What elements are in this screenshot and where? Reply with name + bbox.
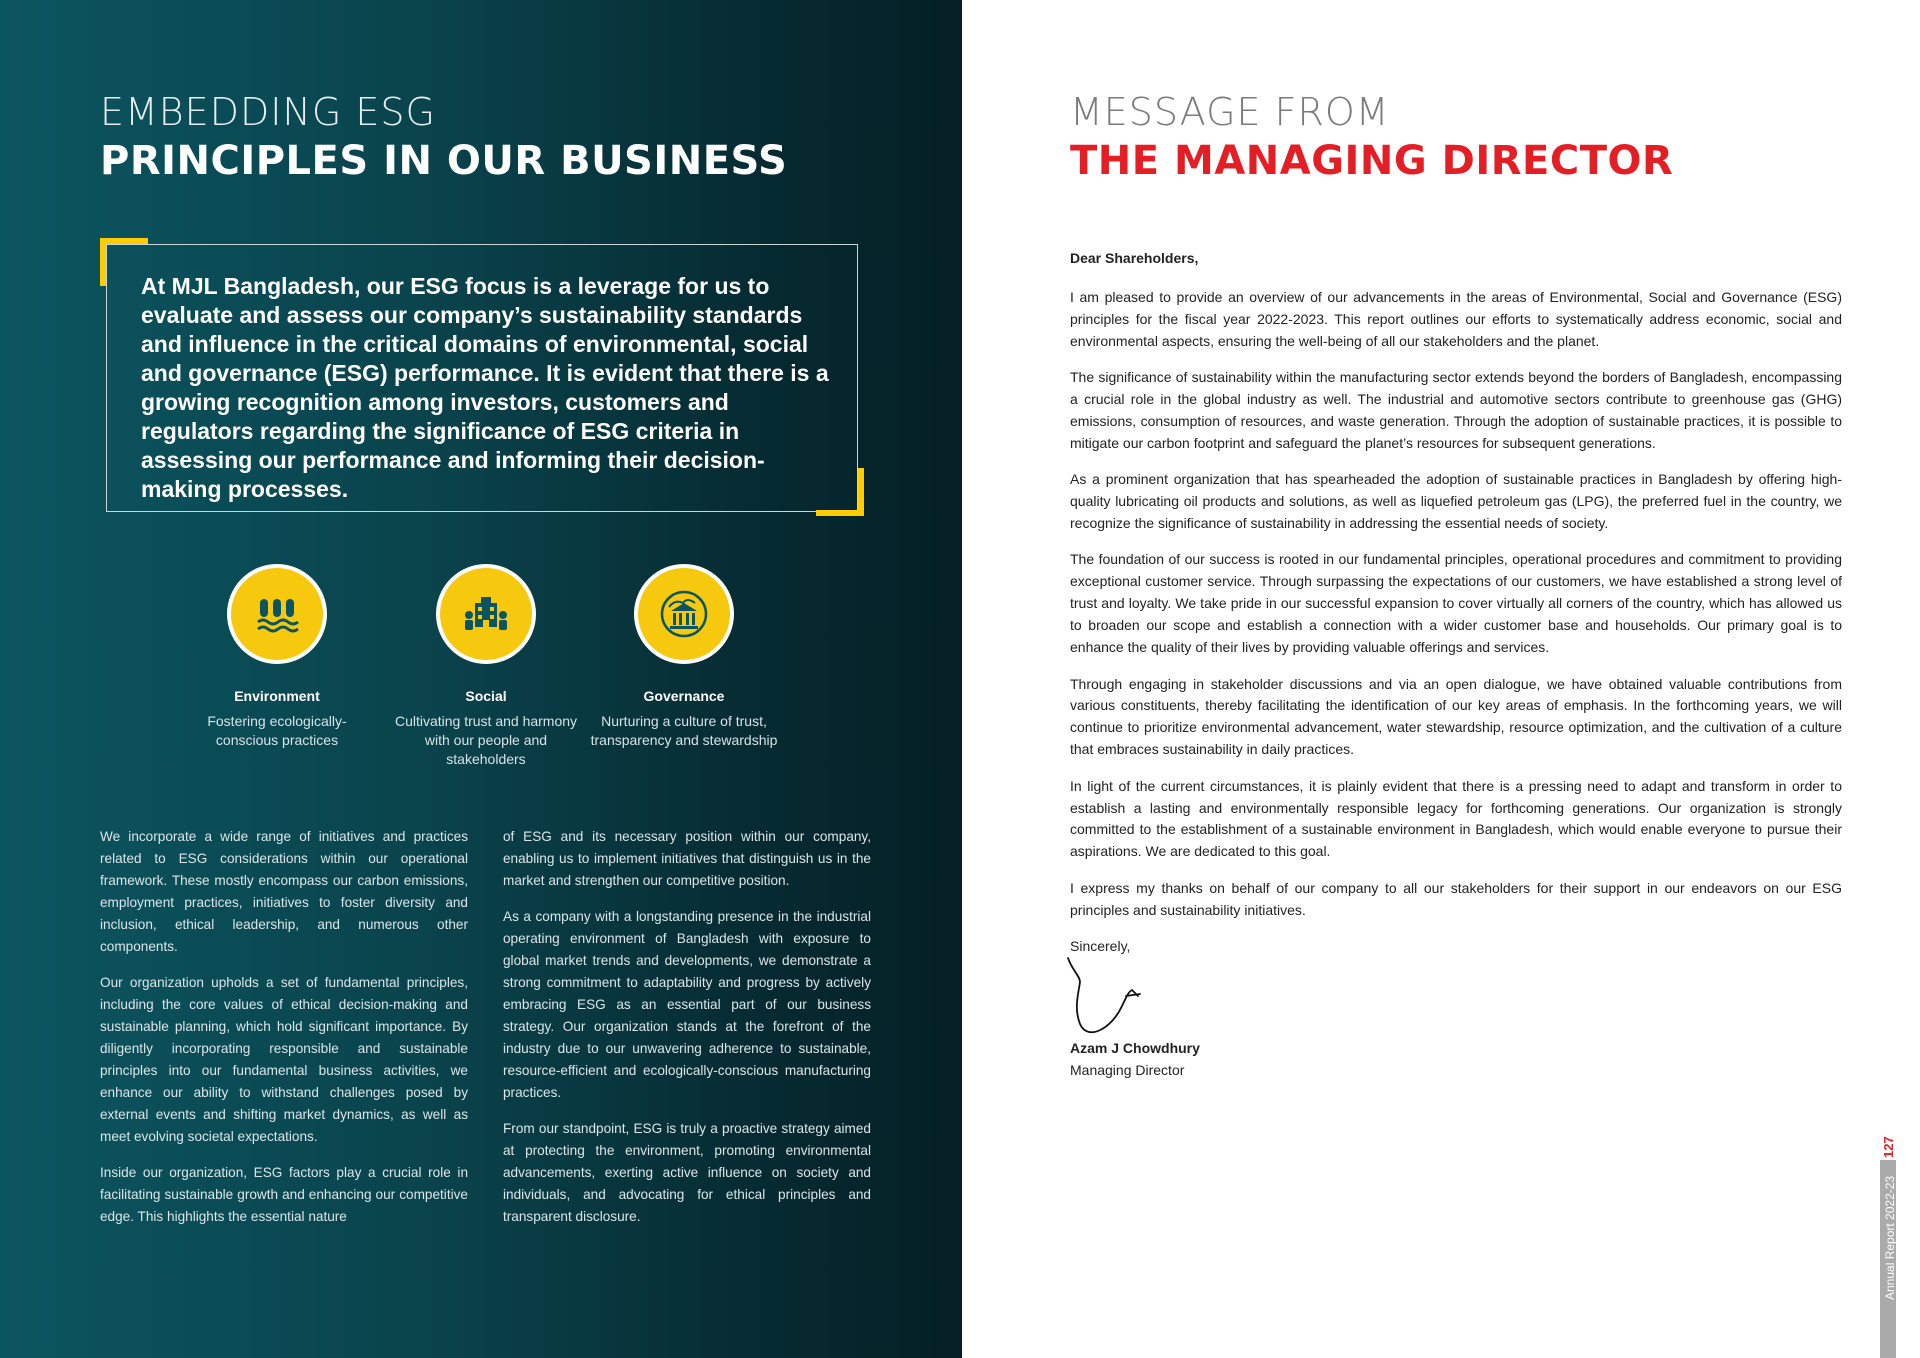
paragraph: As a company with a longstanding presence in the industrial operating environment of Bangladesh with exposure to global market trends and developments, we demonstrate a strong commitment to adaptability and progress by actively embracing ESG as an essential part of our business strategy. Our organization stands at the forefront of the industry due to our unwavering adherence to sustainable, resource-efficient and ecologically-conscious manufacturing practices.	[503, 909, 871, 1100]
salutation: Dear Shareholders,	[1070, 250, 1199, 266]
page-title-line1: MESSAGE FROM	[1070, 90, 1390, 134]
paragraph: Through engaging in stakeholder discussions and via an open dialogue, we have obtained valuable contributions from various constituents, thereby facilitating the identification of our key areas of emphasis. In the forthcoming years, we will continue to prioritize environmental advancement, water stewardship, resource optimization, and the cultivation of a culture that embraces sustainability in daily practices.	[1070, 675, 1842, 758]
body-column-2	[503, 826, 871, 1242]
signature-image	[1066, 956, 1166, 1046]
paragraph: From our standpoint, ESG is truly a proactive strategy aimed at protecting the environment, promoting environmental advancements, exerting active influence on society and individuals, and advocating for ethical principles and transparent disclosure.	[503, 1121, 871, 1224]
signer-title: Managing Director	[1070, 1062, 1185, 1078]
social-icon	[436, 564, 536, 664]
pillar-name: Social	[465, 688, 507, 704]
body-column-1	[100, 826, 468, 1242]
pillar-governance	[584, 564, 784, 750]
paragraph: of ESG and its necessary position within our company, enabling us to implement initiatives that distinguish us in the market and strengthen our competitive position.	[503, 829, 871, 888]
pillar-social	[386, 564, 586, 769]
letter-body	[1070, 248, 1842, 972]
paragraph: The significance of sustainability within the manufacturing sector extends beyond the borders of Bangladesh, encompassing a crucial role in the global industry as well. The industrial and automotive sectors contribute to greenhouse gas (GHG) emissions, consumption of resources, and waste generation. Through the adoption of sustainable practices, it is possible to mitigate our carbon footprint and safeguard the planet’s resources for subsequent generations.	[1070, 369, 1842, 451]
pillar-description: Fostering ecologically-conscious practices	[207, 713, 347, 748]
paragraph: As a prominent organization that has spearheaded the adoption of sustainable practices in Bangladesh by offering high-quality lubricating oil products and solutions, as well as liquefied petroleum gas (LPG), the preferred fuel in the country, we recognize the significance of sustainability in addressing the essential needs of society.	[1070, 471, 1842, 532]
md-message-page	[962, 0, 1920, 1358]
pillar-name: Environment	[234, 688, 320, 704]
page-title-line2: PRINCIPLES IN OUR BUSINESS	[100, 138, 788, 184]
governance-icon	[634, 564, 734, 664]
report-label: Annual Report 2022-23	[1883, 1175, 1897, 1300]
paragraph: Inside our organization, ESG factors play a crucial role in facilitating sustainable growth and enhancing our competitive edge. This highlights the essential nature	[100, 1165, 468, 1224]
environment-icon	[227, 564, 327, 664]
pillar-name: Governance	[643, 688, 725, 704]
paragraph: I express my thanks on behalf of our company to all our stakeholders for their support in our endeavors on our ESG principles and sustainability initiatives.	[1070, 879, 1842, 918]
paragraph: Our organization upholds a set of fundamental principles, including the core values of ethical decision-making and sustainable planning, which hold significant importance. By diligently incorporating responsible and sustainable principles into our fundamental business activities, we enhance our ability to withstand challenges posed by external events and shifting market dynamics, as well as meet evolving societal expectations.	[100, 975, 468, 1144]
paragraph: We incorporate a wide range of initiatives and practices related to ESG considerations within our operational framework. These mostly encompass our carbon emissions, employment practices, initiatives to foster diversity and inclusion, ethical leadership, and numerous other components.	[100, 829, 468, 954]
closing: Sincerely,	[1070, 938, 1131, 955]
paragraph: The foundation of our success is rooted in our fundamental principles, operational procedures and commitment to providing exceptional customer service. Through surpassing the expectations of our customers, we have established a strong level of trust and loyalty. We take pride in our successful expansion to cover virtually all corners of the country, which has allowed us to broaden our scope and establish a connection with a wider customer base and households. Our primary goal is to enhance the quality of their lives by providing valuable offerings and services.	[1070, 551, 1842, 656]
pillar-description: Cultivating trust and harmony with our people and stakeholders	[394, 713, 578, 767]
page-number: 127	[1881, 1136, 1896, 1158]
pillar-description: Nurturing a culture of trust, transparency and stewardship	[590, 713, 778, 748]
paragraph: In light of the current circumstances, it is plainly evident that there is a pressing need to adapt and transform in order to establish a lasting and environmentally responsible legacy for forthcoming generations. Our organization is strongly committed to the establishment of a sustainable environment in Bangladesh, which would enable everyone to pursue their aspirations. We are dedicated to this goal.	[1070, 777, 1842, 860]
page-title-line1: EMBEDDING ESG	[100, 90, 436, 134]
paragraph: I am pleased to provide an overview of our advancements in the areas of Environmental, Social and Governance (ESG) principles for the fiscal year 2022-2023. This report outlines our efforts to systematically address economic, social and environmental aspects, ensuring the well-being of all our stakeholders and the planet.	[1070, 288, 1842, 349]
page-title-line2: THE MANAGING DIRECTOR	[1070, 138, 1674, 184]
pillar-environment	[177, 564, 377, 750]
esg-quote: At MJL Bangladesh, our ESG focus is a leverage for us to evaluate and assess our company’s sustainability standards and influence in the critical domains of environmental, social and governance (ESG) performance. It is evident that there is a growing recognition among investors, customers and regulators regarding the significance of ESG criteria in assessing our performance and informing their decision-making processes.	[141, 273, 829, 502]
signer-name: Azam J Chowdhury	[1070, 1040, 1200, 1056]
